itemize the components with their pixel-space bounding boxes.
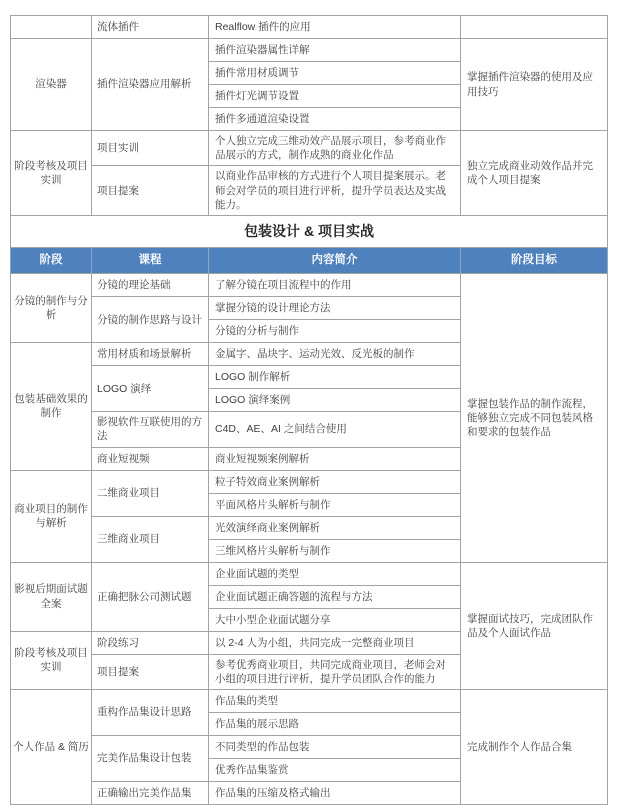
content-cell: 作品集的类型 bbox=[209, 689, 461, 712]
stage-cell: 个人作品 & 简历 bbox=[11, 689, 92, 804]
content-cell: 三维风格片头解析与制作 bbox=[209, 539, 461, 562]
content-cell: 以商业作品审核的方式进行个人项目提案展示。老师会对学员的项目进行评析，提升学员表达及实战能力。 bbox=[209, 166, 461, 216]
content-cell: 光效演绎商业案例解析 bbox=[209, 516, 461, 539]
renderer-curriculum-table bbox=[10, 15, 608, 216]
table-row bbox=[11, 274, 608, 297]
course-cell: LOGO 演绎 bbox=[92, 366, 209, 412]
course-cell: 三维商业项目 bbox=[92, 516, 209, 562]
stage-cell: 渲染器 bbox=[11, 39, 92, 131]
course-cell: 影视软件互联使用的方法 bbox=[92, 412, 209, 447]
stage-cell bbox=[11, 16, 92, 39]
course-cell: 项目提案 bbox=[92, 654, 209, 689]
column-header-1: 课程 bbox=[92, 247, 209, 274]
course-cell: 分镜的理论基础 bbox=[92, 274, 209, 297]
content-cell: Realflow 插件的应用 bbox=[209, 16, 461, 39]
course-cell: 正确把脉公司测试题 bbox=[92, 562, 209, 631]
stage-cell: 阶段考核及项目实训 bbox=[11, 131, 92, 216]
content-cell: 平面风格片头解析与制作 bbox=[209, 493, 461, 516]
stage-cell: 商业项目的制作与解析 bbox=[11, 470, 92, 562]
stage-cell: 影视后期面试题全案 bbox=[11, 562, 92, 631]
course-cell: 商业短视频 bbox=[92, 447, 209, 470]
goal-cell: 完成制作个人作品合集 bbox=[461, 689, 608, 804]
content-cell: 了解分镜在项目流程中的作用 bbox=[209, 274, 461, 297]
table-row bbox=[11, 39, 608, 62]
content-cell: 插件灯光调节设置 bbox=[209, 85, 461, 108]
course-cell: 正确输出完美作品集 bbox=[92, 781, 209, 804]
course-cell: 重构作品集设计思路 bbox=[92, 689, 209, 735]
content-cell: LOGO 制作解析 bbox=[209, 366, 461, 389]
content-cell: 插件多通道渲染设置 bbox=[209, 108, 461, 131]
table-row bbox=[11, 689, 608, 712]
table-row bbox=[11, 16, 608, 39]
content-cell: 插件渲染器属性详解 bbox=[209, 39, 461, 62]
goal-cell: 独立完成商业动效作品并完成个人项目提案 bbox=[461, 131, 608, 216]
table-row bbox=[11, 562, 608, 585]
course-cell: 项目提案 bbox=[92, 166, 209, 216]
course-cell: 二维商业项目 bbox=[92, 470, 209, 516]
content-cell: 不同类型的作品包装 bbox=[209, 735, 461, 758]
stage-cell: 分镜的制作与分析 bbox=[11, 274, 92, 343]
content-cell: 分镜的分析与制作 bbox=[209, 320, 461, 343]
content-cell: 企业面试题的类型 bbox=[209, 562, 461, 585]
table-row bbox=[11, 131, 608, 166]
content-cell: 掌握分镜的设计理论方法 bbox=[209, 297, 461, 320]
course-cell: 分镜的制作思路与设计 bbox=[92, 297, 209, 343]
column-header-row bbox=[11, 247, 608, 274]
packaging-curriculum-table bbox=[10, 215, 608, 805]
goal-cell: 掌握插件渲染器的使用及应用技巧 bbox=[461, 39, 608, 131]
course-cell: 完美作品集设计包装 bbox=[92, 735, 209, 781]
content-cell: 大中小型企业面试题分享 bbox=[209, 608, 461, 631]
stage-cell: 阶段考核及项目实训 bbox=[11, 631, 92, 689]
content-cell: 作品集的展示思路 bbox=[209, 712, 461, 735]
content-cell: 参考优秀商业项目，共同完成商业项目，老师会对小组的项目进行评析，提升学员团队合作的能力 bbox=[209, 654, 461, 689]
course-cell: 项目实训 bbox=[92, 131, 209, 166]
content-cell: 优秀作品集鉴赏 bbox=[209, 758, 461, 781]
column-header-0: 阶段 bbox=[11, 247, 92, 274]
content-cell: 粒子特效商业案例解析 bbox=[209, 470, 461, 493]
content-cell: 以 2-4 人为小组，共同完成一完整商业项目 bbox=[209, 631, 461, 654]
course-cell: 常用材质和场景解析 bbox=[92, 343, 209, 366]
content-cell: 商业短视频案例解析 bbox=[209, 447, 461, 470]
section-title-row bbox=[11, 215, 608, 247]
content-cell: 企业面试题正确答题的流程与方法 bbox=[209, 585, 461, 608]
course-cell: 插件渲染器应用解析 bbox=[92, 39, 209, 131]
goal-cell: 掌握面试技巧，完成团队作品及个人面试作品 bbox=[461, 562, 608, 689]
content-cell: 作品集的压缩及格式输出 bbox=[209, 781, 461, 804]
content-cell: 金属字、晶块字、运动光效、反光板的制作 bbox=[209, 343, 461, 366]
content-cell: LOGO 演绎案例 bbox=[209, 389, 461, 412]
column-header-2: 内容简介 bbox=[209, 247, 461, 274]
section-title: 包装设计 & 项目实战 bbox=[11, 215, 608, 247]
column-header-3: 阶段目标 bbox=[461, 247, 608, 274]
course-cell: 阶段练习 bbox=[92, 631, 209, 654]
goal-cell bbox=[461, 16, 608, 39]
content-cell: 插件常用材质调节 bbox=[209, 62, 461, 85]
goal-cell: 掌握包装作品的制作流程，能够独立完成不同包装风格和要求的包装作品 bbox=[461, 274, 608, 562]
stage-cell: 包装基础效果的制作 bbox=[11, 343, 92, 470]
content-cell: 个人独立完成三维动效产品展示项目，参考商业作品展示的方式，制作成熟的商业化作品 bbox=[209, 131, 461, 166]
content-cell: C4D、AE、AI 之间结合使用 bbox=[209, 412, 461, 447]
course-cell: 流体插件 bbox=[92, 16, 209, 39]
